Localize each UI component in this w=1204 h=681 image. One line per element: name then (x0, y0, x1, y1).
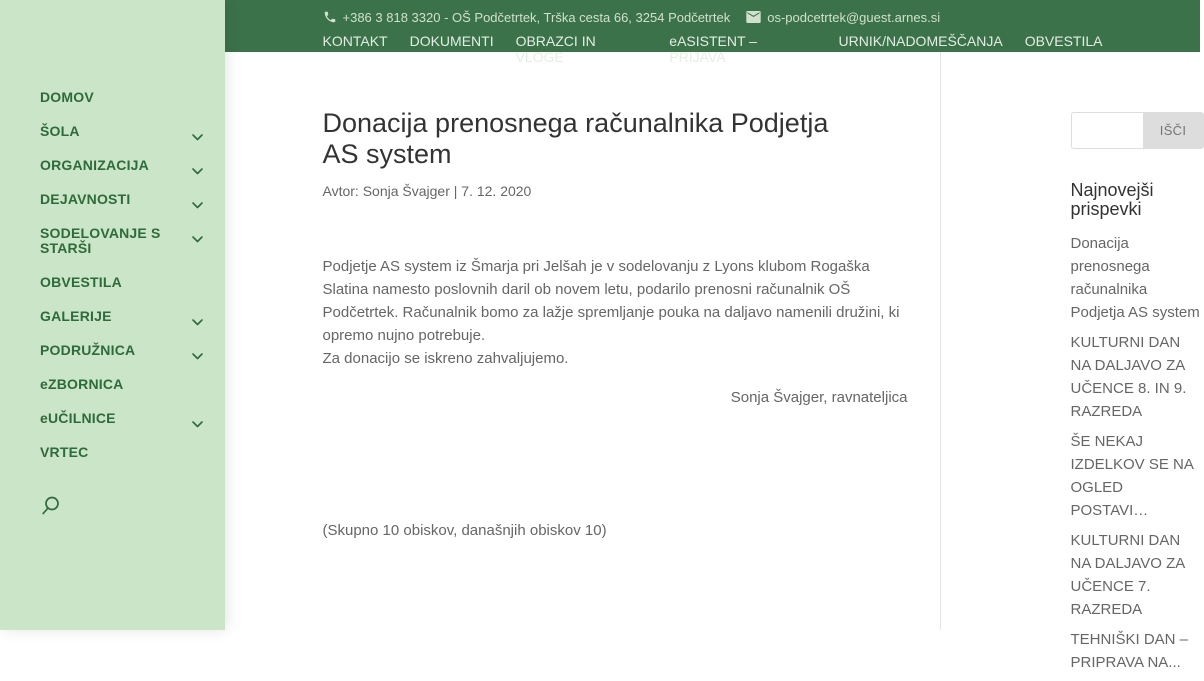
list-item (1071, 331, 1204, 423)
chevron-down-icon (192, 415, 203, 422)
post-title: Donacija prenosnega računalnika Podjetja AS system (322, 108, 829, 169)
topnav-item-kontakt[interactable]: KONTAKT (322, 33, 388, 49)
email-icon (746, 11, 761, 23)
recent-post-link[interactable]: KULTURNI DAN NA DALJAVO ZA UČENCE 7. RAZREDA (1070, 532, 1185, 618)
sidebar-search-icon[interactable] (40, 495, 225, 521)
search-form (1071, 112, 1204, 149)
list-item (1071, 628, 1204, 674)
phone-icon (323, 10, 337, 24)
chevron-down-icon (192, 347, 203, 354)
list-item (1071, 430, 1204, 522)
sidebar-item-obvestila[interactable]: OBVESTILA (40, 274, 122, 290)
top-header-inner (323, 0, 1103, 65)
email-link[interactable]: os-podcetrtek@guest.arnes.si (767, 9, 941, 25)
chevron-down-icon (192, 313, 203, 320)
sidebar-item-sola[interactable]: ŠOLA (40, 124, 201, 139)
phone-address-text: +386 3 818 3320 - OŠ Podčetrtek, Trška cesta 66, 3254 Podčetrtek (342, 9, 731, 25)
right-sidebar (1071, 112, 1204, 681)
main-content-area (225, 52, 1200, 671)
post-signature: Sonja Švajger, ravnateljica (730, 389, 908, 406)
list-item (1071, 232, 1204, 324)
sidebar-item-eucilnice[interactable]: eUČILNICE (40, 411, 201, 426)
recent-post-link[interactable]: ŠE NEKAJ IZDELKOV SE NA OGLED POSTAVI… (1070, 433, 1194, 519)
sidebar-item-ezbornica[interactable]: eZBORNICA (40, 376, 124, 392)
sidebar-item-galerije[interactable]: GALERIJE (40, 309, 201, 324)
topnav-item-easistent-prijava[interactable]: eASISTENT – PRIJAVA (669, 33, 757, 65)
post-paragraph-2: Za donacijo se iskreno zahvaljujemo. (322, 350, 569, 367)
content-container (322, 52, 1200, 671)
chevron-down-icon (192, 128, 203, 135)
search-input[interactable] (1071, 112, 1143, 149)
sidebar-item-dejavnosti[interactable]: DEJAVNOSTI (40, 192, 201, 207)
topnav-item-obrazci-in-vloge[interactable]: OBRAZCI IN VLOGE (515, 33, 596, 65)
visit-counter: (Skupno 10 obiskov, današnjih obiskov 10) (322, 522, 607, 539)
contact-row (323, 0, 1103, 26)
search-button[interactable]: IŠČI (1143, 112, 1204, 149)
sidebar-item-domov[interactable]: DOMOV (40, 89, 94, 105)
secondary-nav (323, 26, 1103, 65)
recent-post-link[interactable]: TEHNIŠKI DAN – PRIPRAVA NA... (1070, 631, 1189, 671)
sidebar-item-sodelovanje-s-starsi[interactable]: SODELOVANJE S STARŠI (40, 226, 201, 256)
main-menu (0, 0, 225, 460)
top-header-bar (225, 0, 1200, 65)
topnav-item-dokumenti[interactable]: DOKUMENTI (409, 33, 494, 49)
list-item (1071, 529, 1204, 621)
left-sidebar (0, 0, 225, 630)
recent-post-link[interactable]: KULTURNI DAN NA DALJAVO ZA UČENCE 8. IN 9. RAZREDA (1070, 334, 1187, 420)
topnav-item-urnik-nadomescanja[interactable]: URNIK/NADOMEŠČANJA (838, 33, 1003, 49)
chevron-down-icon (192, 230, 203, 237)
post-meta: Avtor: Sonja Švajger | 7. 12. 2020 (322, 183, 532, 199)
post-body (323, 255, 908, 370)
recent-posts-title: Najnovejši prispevki (1070, 180, 1154, 219)
email-group (746, 10, 940, 25)
chevron-down-icon (192, 162, 203, 169)
recent-posts-list (1071, 232, 1204, 674)
recent-post-link[interactable]: Donacija prenosnega računalnika Podjetja AS system (1070, 235, 1200, 321)
post-article (323, 52, 908, 557)
post-paragraph: Podjetje AS system iz Šmarja pri Jelšah je v sodelovanju z Lyons klubom Rogaška Slatina namesto poslovnih daril ob novem letu, podarilo prenosni računalnik OŠ Podčetrtek. Računalnik bomo za lažje spremljanje pouka na daljavo namenili družini, ki opremo nujno potrebuje. (322, 258, 900, 344)
sidebar-item-vrtec[interactable]: VRTEC (40, 444, 89, 460)
chevron-down-icon (192, 196, 203, 203)
sidebar-item-organizacija[interactable]: ORGANIZACIJA (40, 158, 201, 173)
sidebar-item-podruznica[interactable]: PODRUŽNICA (40, 343, 201, 358)
topnav-item-obvestila[interactable]: OBVESTILA (1024, 33, 1103, 49)
